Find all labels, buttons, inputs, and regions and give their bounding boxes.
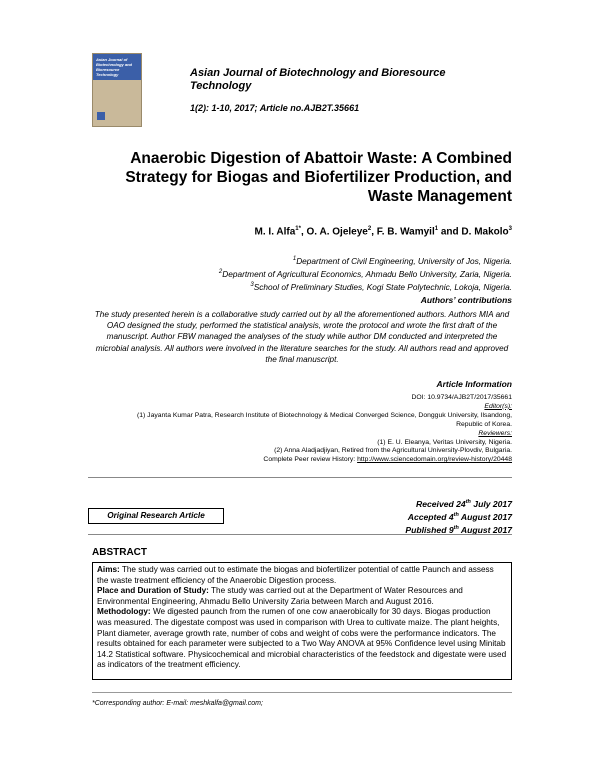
article-type-box: Original Research Article [88, 508, 224, 524]
editor-entry-cont: Republic of Korea. [456, 420, 512, 428]
accepted-date-suffix: August 2017 [458, 511, 512, 522]
cover-title: Asian Journal of Biotechnology and Bioresource Technology [96, 57, 132, 77]
abstract-methodology [97, 607, 507, 671]
journal-name: Asian Journal of Biotechnology and Bioresource Technology [190, 67, 446, 92]
abstract-methodology-label: Methodology: [97, 607, 151, 617]
publication-dates [300, 497, 512, 536]
reviewer-entry: (1) E. U. Eleanya, Veritas University, Nigeria. [377, 438, 512, 446]
affiliation-sup: 3 [250, 281, 254, 288]
cover-logo [97, 112, 105, 120]
affiliation-line [88, 280, 512, 293]
divider [88, 534, 512, 535]
contributions-text: The study presented herein is a collaborative study carried out by all the aforementioned authors. Authors MIA and OAO designed the study, performed the statistical analysis, wrote the protocol and wrote the first draft of the manuscript. Author FBW managed the analyses of the study while author DM conducted and interpreted the microbial analysis. All authors were involved in the literature searches for the study. All authors read and approved the final manuscript. [94, 310, 510, 364]
abstract-place-label: Place and Duration of Study: [97, 586, 209, 596]
affiliation-sup: 2 [218, 268, 223, 275]
reviewer-entry: (2) Anna Aladjadjiyan, Retired from the Agricultural University-Plovdiv, Bulgaria. [274, 447, 512, 455]
author-name: D. Makolo [461, 226, 509, 238]
divider [88, 477, 512, 478]
contributions-heading: Authors’ contributions [420, 295, 512, 305]
received-date-prefix: Received 24 [416, 498, 466, 509]
affiliation-text: Department of Agricultural Economics, Ahmadu Bello University, Zaria, Nigeria. [222, 268, 512, 279]
author-sup: 3 [508, 226, 512, 232]
corresponding-author: *Corresponding author: E-mail: meshkalfa@gmail.com; [92, 700, 263, 707]
article-info-block [88, 394, 512, 465]
published-date-suffix: August 2017 [458, 524, 512, 535]
editors-label: Editor(s): [484, 402, 512, 410]
author-name: O. A. Ojeleye [306, 226, 368, 238]
abstract-place-text: The study was carried out at the Department of Water Resources and Environmental Engineering, Ahmadu Bello University Zaria between March and August 2016. [97, 586, 463, 606]
author-sup: 1* [295, 226, 301, 232]
affiliation-line [88, 267, 512, 280]
received-date-suffix: July 2017 [470, 498, 512, 509]
abstract-methodology-text: We digested paunch from the rumen of one cow anaerobically for 30 days. Biogas production was measured. The digestate compost was used in comparison with Urea to cultivate maize. The plant heights, Plant diameter, average growth rate, number of cobs and weight of cobs were the performance indicators. The results obtained for each parameter were subjected to a Two Way ANOVA at 95% Confidence level using Minitab 14.2 Statistical software. Physicochemical and microbial characteristics of the feedstock and digestate were used as indicators of the treatment efficiency. [97, 607, 507, 670]
review-history-link[interactable]: http://www.sciencedomain.org/review-history/20448 [357, 456, 512, 464]
article-info-heading: Article Information [436, 379, 512, 389]
footnote-divider [92, 692, 512, 693]
accepted-date [300, 510, 512, 523]
published-date-sup: th [453, 524, 459, 531]
doi: DOI: 10.9734/AJB2T/2017/35661 [411, 394, 512, 401]
affiliation-sup: 1 [292, 256, 297, 262]
author-name: M. I. Alfa [254, 226, 296, 238]
abstract-place [97, 586, 507, 607]
editor-entry: (1) Jayanta Kumar Patra, Research Institute of Biotechnology & Medical Converged Science, Dongguk University, Ilsandong, [136, 411, 512, 419]
affiliations [88, 254, 512, 292]
abstract-aims [97, 565, 507, 586]
abstract-aims-label: Aims: [97, 565, 120, 574]
accepted-date-sup: th [453, 511, 459, 518]
journal-citation: 1(2): 1-10, 2017; Article no.AJB2T.35661 [190, 103, 360, 113]
affiliation-line [88, 254, 512, 267]
author-name: F. B. Wamyil [376, 226, 435, 238]
author-sup: 1 [434, 226, 439, 232]
review-history [88, 456, 512, 465]
abstract-box [92, 562, 512, 680]
reviewers-label: Reviewers: [478, 429, 512, 437]
author-sup: 2 [367, 226, 372, 232]
accepted-date-prefix: Accepted 4 [407, 511, 454, 522]
author-list: M. I. Alfa$^{1*}$, O. A. Ojeleye$^2$, F. B. Wamyil$^1$ and D. Makolo$^3$ [254, 226, 512, 238]
received-date-sup: th [465, 499, 471, 505]
review-history-prefix: Complete Peer review History: [263, 456, 358, 464]
received-date [300, 497, 512, 510]
published-date-prefix: Published 9 [405, 524, 454, 535]
abstract-heading: ABSTRACT [92, 547, 147, 558]
paper-title: Anaerobic Digestion of Abattoir Waste: A Combined Strategy for Biogas and Biofertilizer Production, and Waste Management [125, 150, 512, 205]
affiliation-text: School of Preliminary Studies, Kogi State Polytechnic, Lokoja, Nigeria. [253, 281, 512, 292]
affiliation-text: Department of Civil Engineering, University of Jos, Nigeria. [296, 255, 512, 266]
journal-cover-image [92, 53, 142, 127]
abstract-aims-text: The study was carried out to estimate the biogas and biofertilizer potential of cattle Paunch and assess the waste treatment efficiency of the Anaerobic Digestion process. [97, 565, 494, 585]
